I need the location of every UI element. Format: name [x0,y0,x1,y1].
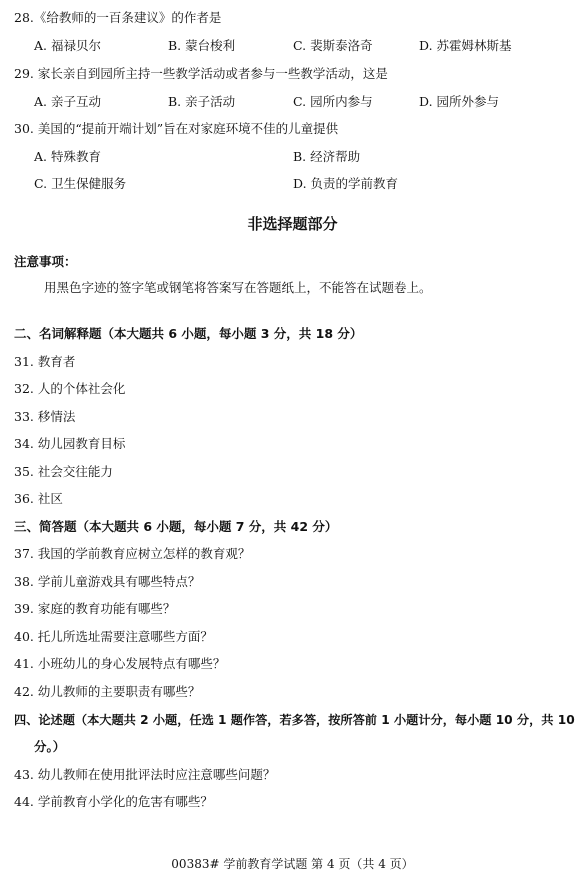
list-item: 32. 人的个体社会化 [14,381,126,396]
question-28-option-a: A. 福禄贝尔 [34,38,101,53]
notice-label: 注意事项： [14,254,77,269]
question-28-option-b: B. 蒙台梭利 [168,38,236,53]
question-30-option-a: A. 特殊教育 [34,149,101,164]
list-item: 31. 教育者 [14,354,76,369]
list-item: 43. 幼儿教师在使用批评法时应注意哪些问题？ [14,767,276,782]
list-item: 41. 小班幼儿的身心发展特点有哪些？ [14,656,226,671]
question-28-option-c: C. 裴斯泰洛奇 [293,38,373,53]
list-item: 35. 社会交往能力 [14,464,113,479]
section-4-header-continued: 分。） [34,739,66,754]
part-title: 非选择题部分 [247,215,338,233]
list-item: 33. 移情法 [14,409,76,424]
list-item: 40. 托儿所选址需要注意哪些方面？ [14,629,213,644]
list-item: 44. 学前教育小学化的危害有哪些？ [14,794,213,809]
page-footer: 00383# 学前教育学试题 第 4 页（共 4 页） [171,857,414,871]
question-29-option-d: D. 园所外参与 [419,94,500,109]
question-28-option-d: D. 苏霍姆林斯基 [419,38,512,53]
list-item: 38. 学前儿童游戏具有哪些特点？ [14,574,201,589]
section-3-header: 三、简答题（本大题共 6 小题，每小题 7 分，共 42 分） [14,519,338,534]
list-item: 42. 幼儿教师的主要职责有哪些？ [14,684,201,699]
list-item: 37. 我国的学前教育应树立怎样的教育观？ [14,546,251,561]
notice-body: 用黑色字迹的签字笔或钢笔将答案写在答题纸上，不能答在试题卷上。 [44,280,432,295]
question-28-stem: 28.《给教师的一百条建议》的作者是 [14,10,222,25]
question-29-option-c: C. 园所内参与 [293,94,373,109]
question-30-option-c: C. 卫生保健服务 [34,176,127,191]
question-29-stem: 29. 家长亲自到园所主持一些教学活动或者参与一些教学活动，这是 [14,66,388,81]
question-29-option-b: B. 亲子活动 [168,94,236,109]
list-item: 39. 家庭的教育功能有哪些？ [14,601,176,616]
question-29-option-a: A. 亲子互动 [34,94,101,109]
section-4-header: 四、论述题（本大题共 2 小题，任选 1 题作答，若多答，按所答前 1 小题计分，每小题 10 分，共 10 [14,713,575,727]
question-30-stem: 30. 美国的“提前开端计划”旨在对家庭环境不佳的儿童提供 [14,121,339,136]
list-item: 34. 幼儿园教育目标 [14,436,126,451]
question-30-option-b: B. 经济帮助 [293,149,361,164]
list-item: 36. 社区 [14,491,63,506]
section-2-header: 二、名词解释题（本大题共 6 小题，每小题 3 分，共 18 分） [14,326,363,341]
question-30-option-d: D. 负责的学前教育 [293,176,399,191]
